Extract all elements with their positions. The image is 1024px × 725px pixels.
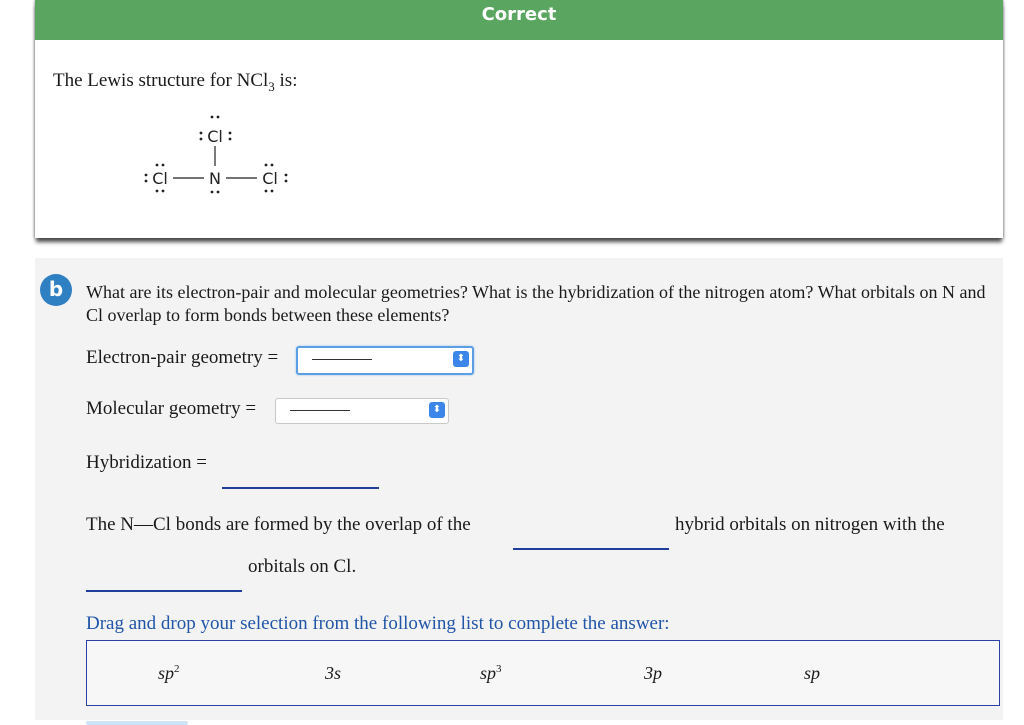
lewis-intro-main: The Lewis structure for NCl: [53, 70, 269, 91]
option-sp[interactable]: [804, 663, 820, 684]
submit-button-partial[interactable]: [86, 721, 188, 725]
lewis-intro-suffix: is:: [274, 70, 298, 91]
hybridization-label: Hybridization =: [86, 452, 207, 473]
bonds-text-3: orbitals on Cl.: [248, 556, 357, 577]
lewis-intro-text: [53, 70, 297, 95]
lewis-structure-diagram: [140, 112, 310, 202]
atom-cl-right: Cl: [262, 169, 278, 188]
option-base: sp: [480, 663, 497, 683]
bonds-text-2: hybrid orbitals on nitrogen with the: [675, 514, 945, 535]
option-3p[interactable]: [644, 663, 662, 684]
chlorine-orbital-drop-target[interactable]: [86, 590, 242, 592]
atom-cl-left: Cl: [152, 169, 168, 188]
part-b-badge: b: [40, 274, 72, 306]
atom-n-center: N: [209, 169, 221, 188]
option-3s[interactable]: [325, 663, 341, 684]
part-b-question: What are its electron-pair and molecular geometries? What is the hybridization of the nitrogen atom? What orbitals on N and Cl overlap to form bonds between these elements?: [86, 282, 986, 325]
option-sup: 2: [174, 663, 180, 675]
option-sp3[interactable]: [480, 663, 502, 684]
option-base: 3p: [644, 663, 662, 683]
electron-pair-label: Electron-pair geometry =: [86, 347, 279, 368]
molecular-geometry-select[interactable]: [275, 398, 449, 424]
select-placeholder-dash: [312, 359, 372, 360]
bonds-text-1: The N—Cl bonds are formed by the overlap of the: [86, 514, 471, 535]
electron-pair-geometry-select[interactable]: [296, 346, 474, 375]
option-base: 3s: [325, 663, 342, 683]
hybridization-drop-target[interactable]: [222, 487, 379, 489]
answer-card: [35, 0, 1003, 238]
atom-cl-top: Cl: [207, 127, 223, 146]
molecular-geometry-label: Molecular geometry =: [86, 398, 257, 419]
nitrogen-orbital-drop-target[interactable]: [513, 548, 669, 550]
select-arrows-icon: ⬍: [453, 351, 469, 367]
drag-instructions: Drag and drop your selection from the following list to complete the answer:: [86, 613, 670, 634]
option-sup: 3: [496, 663, 502, 675]
select-placeholder-dash: [290, 410, 350, 411]
option-base: sp: [158, 663, 175, 683]
lewis-intro-subscript: 3: [268, 78, 275, 94]
correct-banner: [35, 0, 1003, 40]
answer-options-box: [86, 640, 1000, 706]
select-arrows-icon: ⬍: [429, 402, 445, 418]
option-sp2[interactable]: [158, 663, 180, 684]
banner-status: Correct: [481, 4, 557, 25]
option-base: sp: [804, 663, 821, 683]
